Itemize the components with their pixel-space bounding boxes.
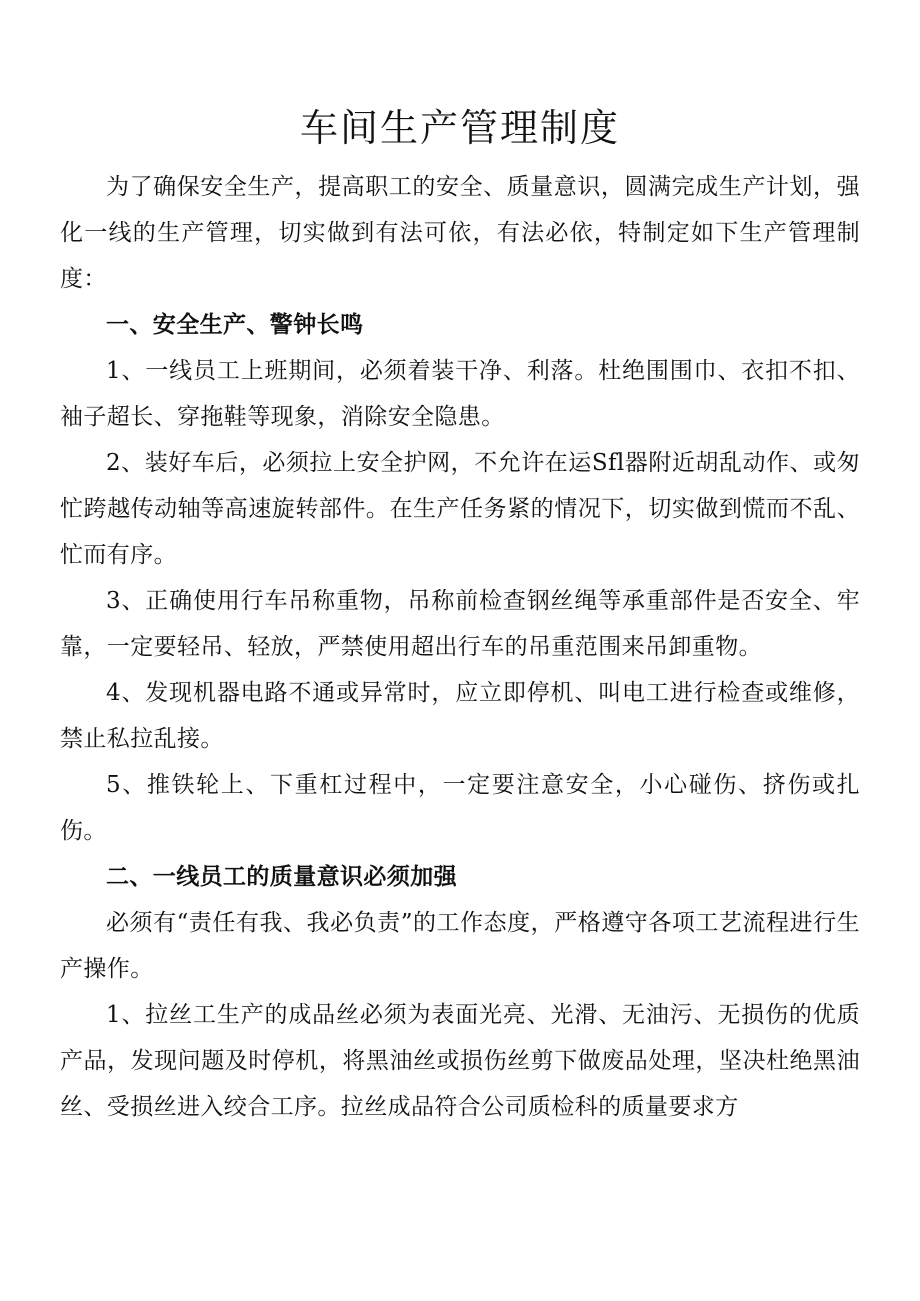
safety-item-2: 2、装好车后，必须拉上安全护网，不允许在运Sfl器附近胡乱动作、或匆忙跨越传动轴等高速旋转部件。在生产任务紧的情况下，切实做到慌而不乱、忙而有序。 bbox=[60, 450, 860, 568]
quality-intro-paragraph: 必须有“责任有我、我必负责”的工作态度，严格遵守各项工艺流程进行生产操作。 bbox=[60, 910, 860, 982]
quality-item-1: 1、拉丝工生产的成品丝必须为表面光亮、光滑、无油污、无损伤的优质产品，发现问题及时停机，将黑油丝或损伤丝剪下做废品处理，坚决杜绝黑油丝、受损丝进入绞合工序。拉丝成品符合公司质检科的质量要求方 bbox=[60, 1002, 860, 1120]
safety-item-1: 1、一线员工上班期间，必须着装干净、利落。杜绝围围巾、衣扣不扣、袖子超长、穿拖鞋等现象，消除安全隐患。 bbox=[60, 358, 860, 430]
section-heading-quality: 二、一线员工的质量意识必须加强 bbox=[106, 863, 457, 890]
safety-item-3: 3、正确使用行车吊称重物，吊称前检查钢丝绳等承重部件是否安全、牢靠，一定要轻吊、轻放，严禁使用超出行车的吊重范围来吊卸重物。 bbox=[60, 588, 860, 660]
safety-item-4: 4、发现机器电路不通或异常时，应立即停机、叫电工进行检查或维修，禁止私拉乱接。 bbox=[60, 680, 860, 752]
section-heading-safety: 一、安全生产、警钟长鸣 bbox=[106, 311, 364, 338]
document-title: 车间生产管理制度 bbox=[299, 106, 620, 150]
safety-item-5: 5、推铁轮上、下重杠过程中，一定要注意安全，小心碰伤、挤伤或扎伤。 bbox=[60, 772, 860, 844]
document-body bbox=[60, 164, 860, 1130]
intro-paragraph: 为了确保安全生产，提高职工的安全、质量意识，圆满完成生产计划，强化一线的生产管理，切实做到有法可依，有法必依，特制定如下生产管理制度： bbox=[60, 174, 860, 292]
